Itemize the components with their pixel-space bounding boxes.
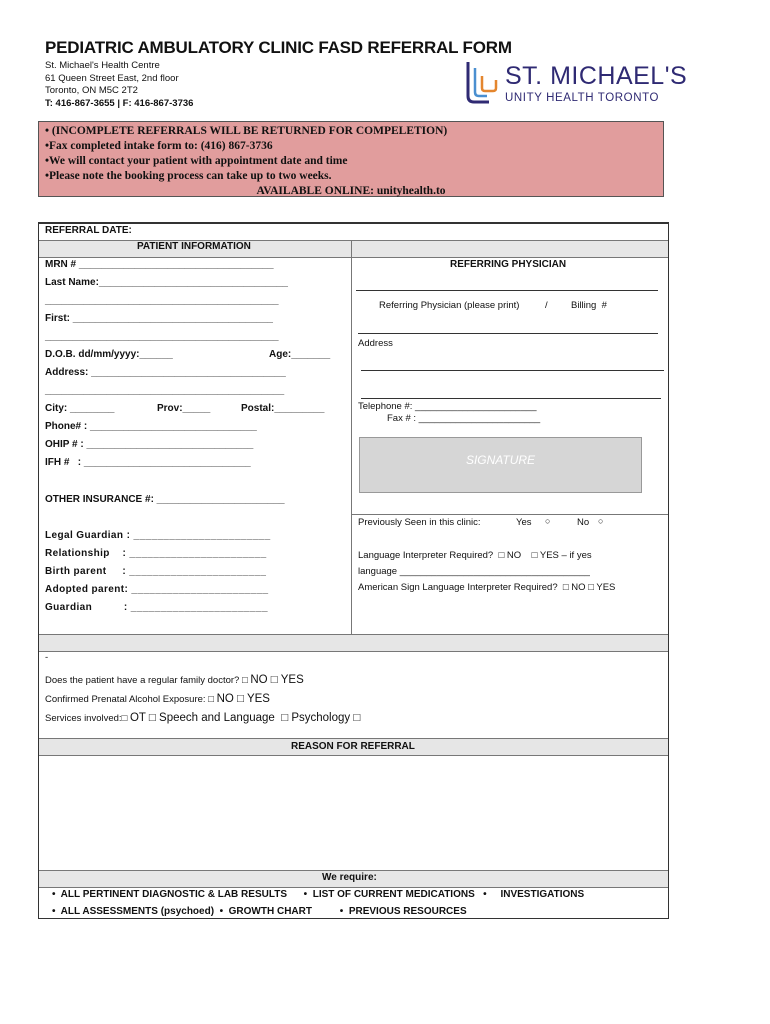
interpreter-required[interactable]: Language Interpreter Required? □ NO □ YES – if yes — [358, 550, 592, 561]
prenatal-alcohol-question[interactable] — [45, 689, 270, 707]
adopted-parent-field[interactable]: Adopted parent: _______________________ — [45, 584, 269, 595]
address-line-3: Toronto, ON M5C 2T2 — [45, 85, 138, 96]
family-doctor-options[interactable]: NO □ YES — [250, 674, 304, 686]
legal-guardian-field[interactable]: Legal Guardian : _______________________ — [45, 530, 271, 541]
previously-seen-no-radio[interactable]: ○ — [598, 516, 604, 526]
notice-line-2: •Fax completed intake form to: (416) 867-3736 — [45, 140, 273, 152]
last-name-blank[interactable]: __________________________________________ — [45, 295, 279, 306]
previously-seen-no-label: No — [577, 517, 590, 528]
address-line-2: 61 Queen Street East, 2nd floor — [45, 73, 179, 84]
prenatal-label: Confirmed Prenatal Alcohol Exposure: □ — [45, 694, 217, 705]
birth-parent-field[interactable]: Birth parent : _______________________ — [45, 566, 267, 577]
phone-fax: T: 416-867-3655 | F: 416-867-3736 — [45, 98, 194, 109]
language-field[interactable]: language ____________________________________ — [358, 566, 590, 577]
notice-line-1: • (INCOMPLETE REFERRALS WILL BE RETURNED FOR COMPELETION) — [45, 125, 448, 137]
notice-line-3: •We will contact your patient with appointment date and time — [45, 155, 348, 167]
dash: - — [45, 652, 49, 663]
requirements-line-1: • ALL PERTINENT DIAGNOSTIC & LAB RESULTS • LIST OF CURRENT MEDICATIONS • INVESTIGATIONS — [52, 889, 585, 900]
previously-seen-yes-radio[interactable]: ○ — [545, 516, 551, 526]
previously-seen-yes-label: Yes — [516, 517, 532, 528]
signature-box[interactable]: SIGNATURE — [359, 437, 642, 493]
services-involved-question[interactable] — [45, 708, 360, 726]
physician-name-line[interactable] — [358, 333, 658, 334]
requirements-line-2: • ALL ASSESSMENTS (psychoed) • GROWTH CHART • PREVIOUS RESOURCES — [52, 906, 467, 917]
other-insurance-field[interactable]: OTHER INSURANCE #: _______________________ — [45, 494, 285, 505]
physician-fax[interactable]: Fax # : _______________________ — [387, 413, 541, 424]
ifh-field[interactable]: IFH # : ______________________________ — [45, 457, 251, 468]
billing-label: Billing # — [571, 300, 607, 311]
page-title: PEDIATRIC AMBULATORY CLINIC FASD REFERRAL FORM — [45, 38, 512, 57]
notice-box — [38, 121, 664, 197]
asl-interpreter-required[interactable]: American Sign Language Interpreter Required? □ NO □ YES — [358, 582, 616, 593]
mrn-field[interactable]: MRN # ___________________________________ — [45, 259, 274, 270]
city-field[interactable]: City: ________ — [45, 403, 115, 414]
slash: / — [545, 300, 548, 311]
family-doctor-label: Does the patient have a regular family doctor? □ — [45, 675, 251, 686]
dob-field[interactable]: D.O.B. dd/mm/yyyy:______ — [45, 349, 173, 360]
phone-field[interactable]: Phone# : ______________________________ — [45, 421, 257, 432]
notice-online: AVAILABLE ONLINE: unityhealth.to — [256, 185, 446, 197]
prov-field[interactable]: Prov:_____ — [157, 403, 211, 414]
reason-for-referral-title: REASON FOR REFERRAL — [291, 741, 415, 752]
previously-seen-label: Previously Seen in this clinic: — [358, 517, 481, 528]
physician-address-label: Address — [358, 338, 393, 349]
family-doctor-question[interactable] — [45, 670, 304, 688]
age-field[interactable]: Age:_______ — [269, 349, 331, 360]
physician-address-line-2[interactable] — [361, 398, 661, 399]
services-options[interactable]: OT □ Speech and Language □ Psychology □ — [129, 712, 361, 724]
referring-physician-title: REFERRING PHYSICIAN — [450, 259, 567, 270]
referral-date-label: REFERRAL DATE: — [45, 225, 132, 236]
guardian-field[interactable]: Guardian : _______________________ — [45, 602, 268, 613]
services-label: Services involved:□ — [45, 713, 130, 724]
first-name-blank[interactable]: __________________________________________ — [45, 331, 279, 342]
ohip-field[interactable]: OHIP # : ______________________________ — [45, 439, 254, 450]
address-field[interactable]: Address: ___________________________________ — [45, 367, 286, 378]
postal-field[interactable]: Postal:_________ — [241, 403, 325, 414]
physician-address-line-1[interactable] — [361, 370, 664, 371]
first-name-field[interactable]: First: ____________________________________ — [45, 313, 273, 324]
logo-name: ST. MICHAEL'S — [505, 62, 688, 90]
prenatal-options[interactable]: NO □ YES — [216, 693, 270, 705]
physician-print-label: Referring Physician (please print) — [379, 300, 520, 311]
patient-info-title: PATIENT INFORMATION — [137, 241, 251, 252]
st-michaels-logo-icon — [463, 58, 499, 106]
logo-subtitle: UNITY HEALTH TORONTO — [505, 92, 660, 104]
last-name-field[interactable]: Last Name:__________________________________ — [45, 277, 288, 288]
address-blank[interactable]: ___________________________________________ — [45, 385, 285, 396]
relationship-field[interactable]: Relationship : _______________________ — [45, 548, 267, 559]
address-line-1: St. Michael's Health Centre — [45, 60, 160, 71]
we-require-title: We require: — [322, 872, 377, 883]
notice-line-4: •Please note the booking process can take up to two weeks. — [45, 170, 332, 182]
physician-telephone[interactable]: Telephone #: _______________________ — [358, 401, 537, 412]
reason-for-referral-area[interactable] — [39, 754, 668, 868]
